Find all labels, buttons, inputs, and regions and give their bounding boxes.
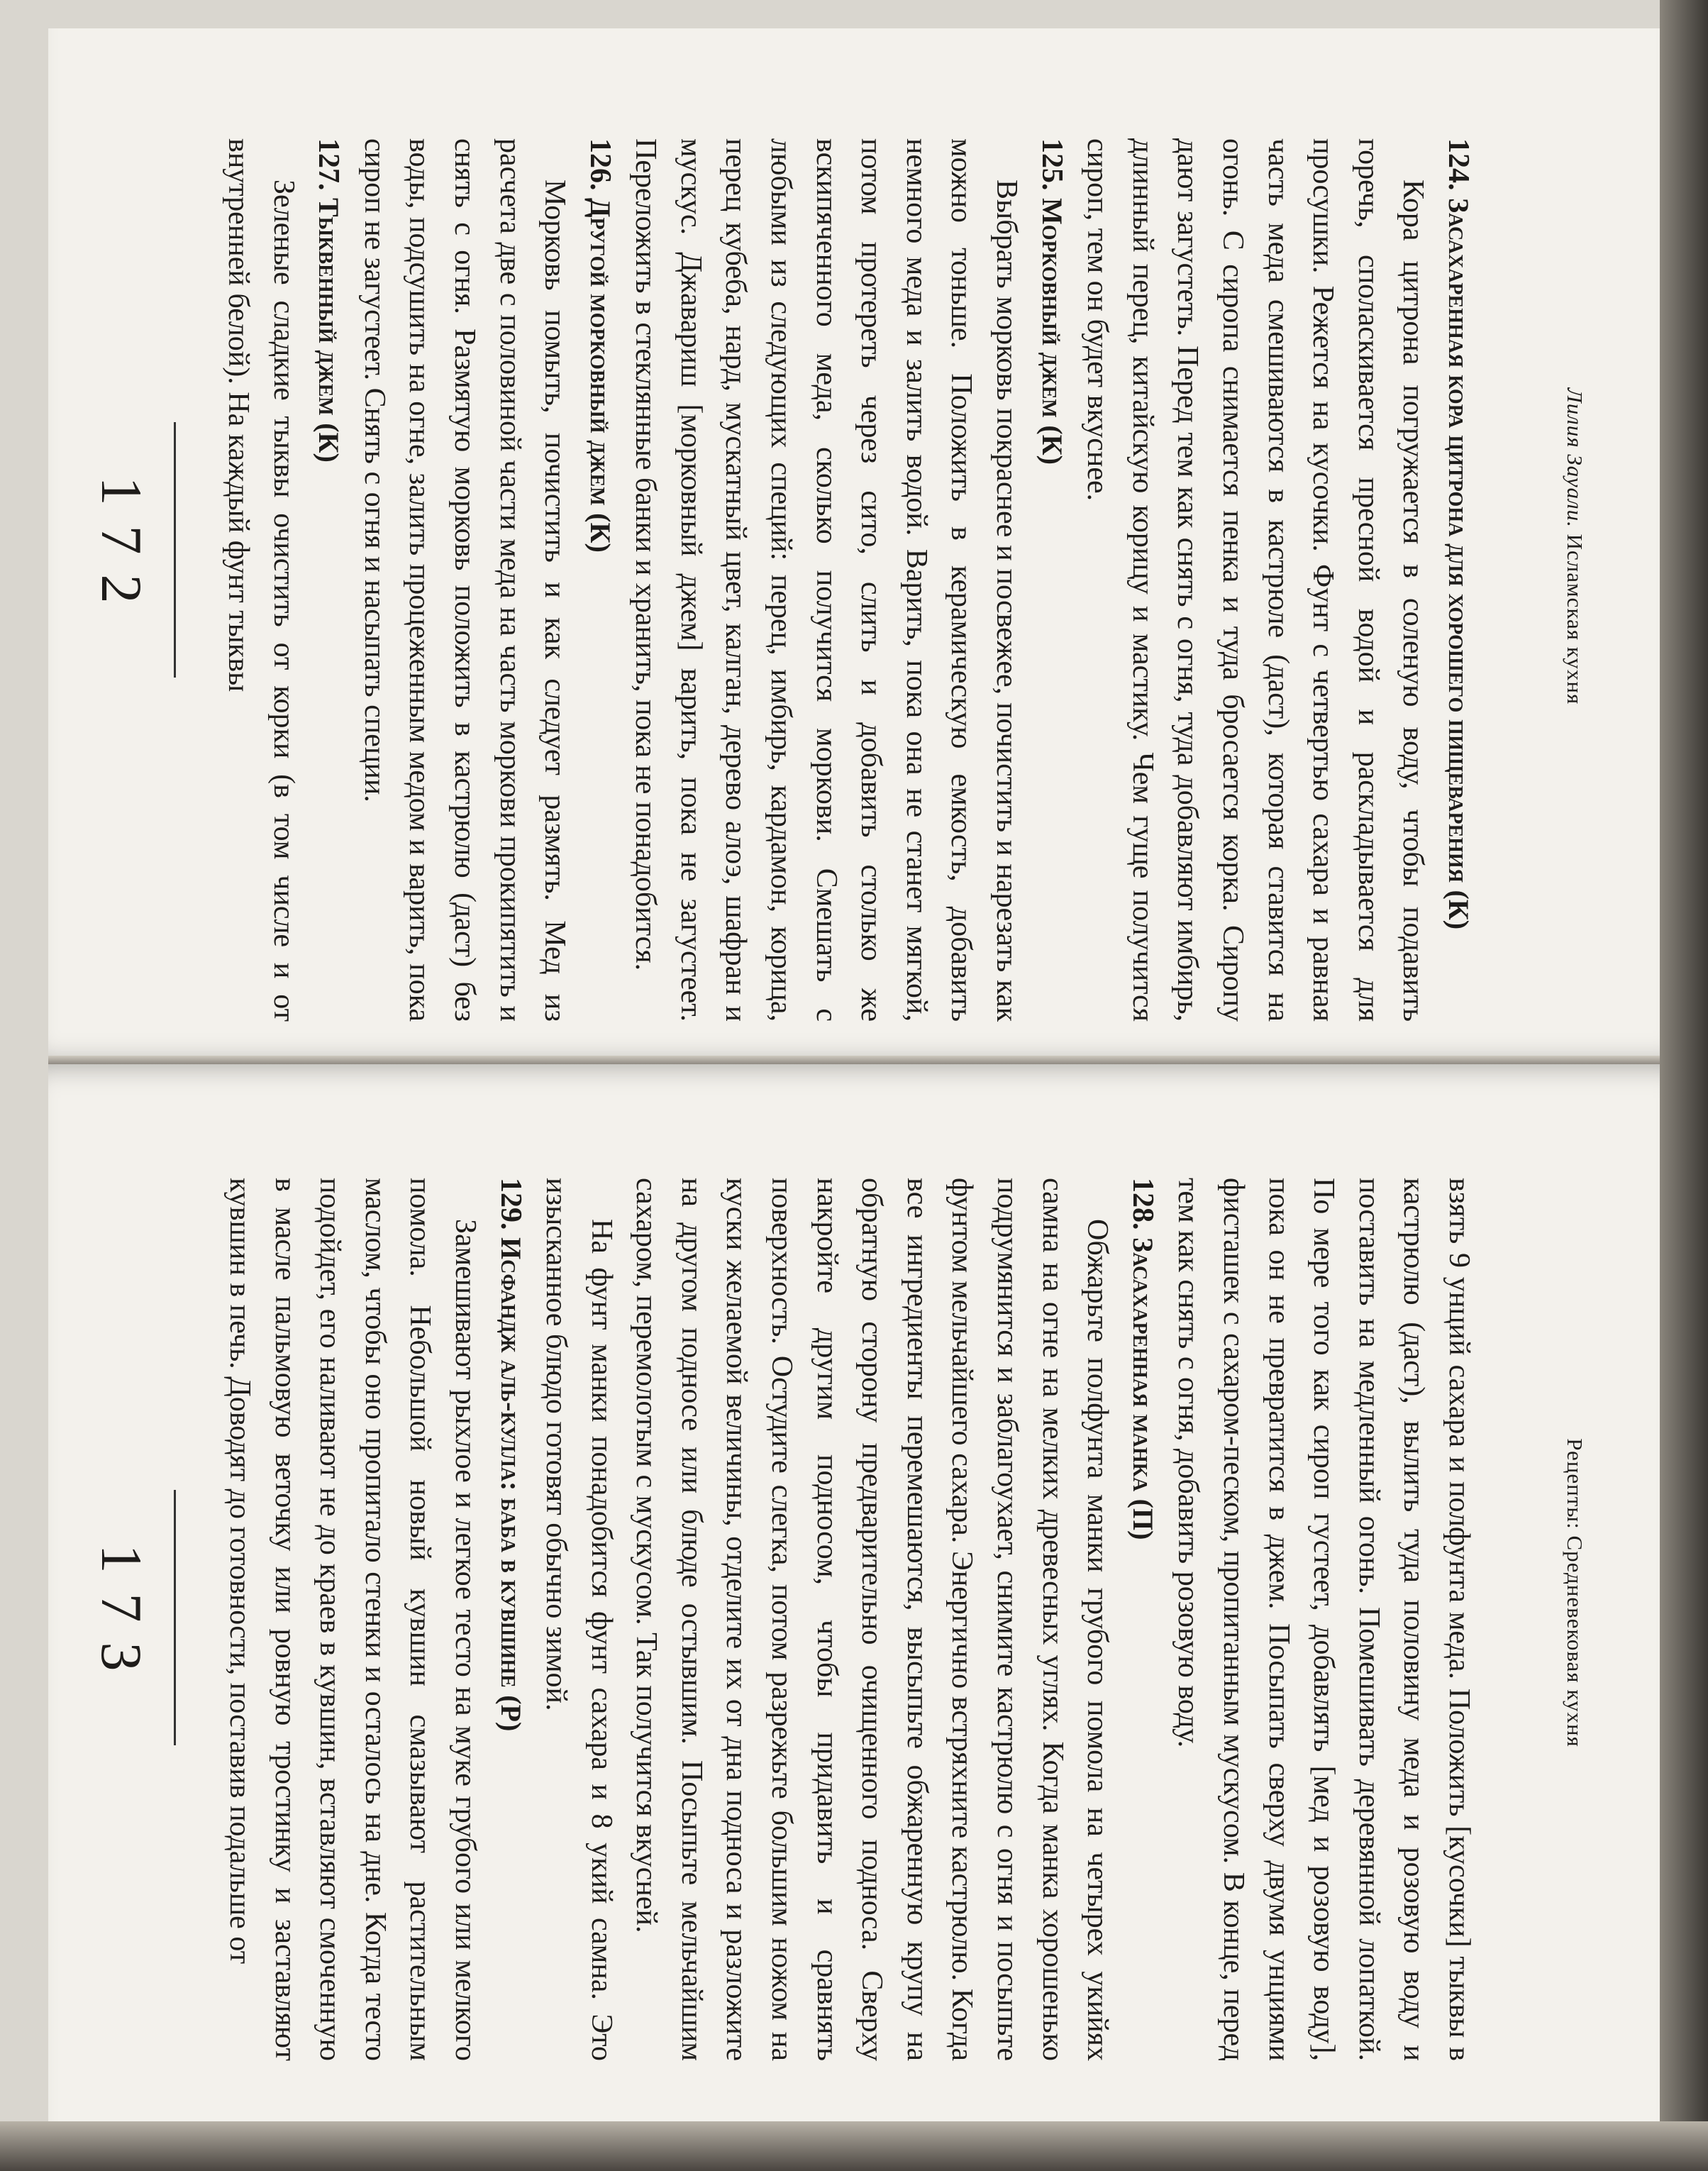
- recipe-paragraph: Морковь помыть, почистить и как следует размять. Мед из расчета две с половиной части меда на часть моркови прокипятить и снять с огня. Размятую морковь положить в кастрюлю (даст) без воды, подсушить на огне, залить процеженным медом и варить, пока сироп не загустеет. Снять с огня и насыпать специи.: [357, 138, 572, 1022]
- recipe-heading: [1435, 138, 1481, 1022]
- recipe-number: 127.: [312, 138, 345, 191]
- recipe-heading: [577, 138, 623, 1022]
- running-head-author: Лилия Зауали.: [1563, 387, 1587, 528]
- running-head-title: Исламская кухня: [1563, 534, 1587, 705]
- recipe-number: 124.: [1442, 138, 1475, 191]
- recipe-source-mark: (К): [313, 423, 345, 463]
- right-page: [48, 1064, 1665, 2121]
- recipe-heading: [1028, 138, 1075, 1022]
- left-folio-rule: [174, 422, 176, 678]
- left-page: [48, 28, 1665, 1064]
- left-text-block: [215, 138, 1481, 1022]
- right-page-number: 173: [89, 1544, 154, 1691]
- recipe-title: Морковный джем: [1036, 198, 1068, 418]
- recipe-heading: [1119, 1178, 1165, 2061]
- recipe-source-mark: (К): [1036, 425, 1068, 465]
- right-running-head: Рецепты: Средневековая кухня: [1563, 1438, 1587, 1747]
- recipe-title: Другой морковный джем: [584, 198, 616, 506]
- recipe-title: Тыквенный джем: [313, 198, 345, 416]
- recipe-paragraph: На фунт манки понадобится фунт сахара и 8 укий самна. Это изысканное блюдо готовят обычно зимой.: [540, 1178, 618, 2061]
- recipe-source-mark: (К): [584, 513, 616, 553]
- recipe-title: Засахаренная манка: [1126, 1237, 1159, 1492]
- recipe-source-mark: (К): [1443, 890, 1475, 930]
- recipe-paragraph: Зеленые сладкие тыквы очистить от корки (в том числе и от внутренней белой). На каждый фунт тыквы: [221, 138, 300, 1022]
- recipe-paragraph: взять 9 унций сахара и полфунта меда. Положить [кусочки] тыквы в кастрюлю (даст), вылить туда половину меда и розовую воду и поставить на медленный огонь. Помешивать деревянной лопаткой. По мере того как сироп густеет, добавлять [мед и розовую воду], пока он не превратится в джем. Посыпать сверху двумя унциями фисташек с сахаром-песком, пропитанным мускусом. В конце, перед тем как снять с огня, добавить розовую воду.: [1172, 1178, 1475, 2061]
- recipe-number: 129.: [494, 1178, 527, 1230]
- scanner-edge-right: [1660, 0, 1708, 2171]
- recipe-title: Исфандж аль-кулла: баба в кувшине: [494, 1237, 527, 1688]
- recipe-title: Засахаренная кора цитрона для хорошего пищеварения: [1443, 198, 1475, 883]
- recipe-number: 128.: [1126, 1178, 1159, 1230]
- left-running-head: [1562, 28, 1587, 1064]
- recipe-paragraph: Обжарьте полфунта манки грубого помола на четырех укийях самна на огне на мелких древесных углях. Когда манка хорошенько подрумянится и заблагоухает, снимите кастрюлю с огня и посыпьте фунтом мельчайшего сахара. Энергично встряхните кастрюлю. Когда все ингредиенты перемешаются, высыпьте обжаренную крупу на обратную сторону предварительно очищенного подноса. Сверху накройте другим подносом, чтобы придавить и сравнять поверхность. Остудите слегка, потом разрежьте большим ножом на куски желаемой величины, отделите их от дна подноса и разложите на другом подносе или блюде остывшим. Посыпьте мельчайшим сахаром, перемолотым с мускусом. Так получится вкусней.: [630, 1178, 1114, 2061]
- recipe-paragraph: Выбрать морковь покраснее и посвежее, почистить и нарезать как можно тоньше. Положить в керамическую емкость, добавить немного меда и залить водой. Варить, пока она не станет мягкой, потом протереть через сито, слить и добавить столько же вскипяченного меда, сколько получится моркови. Смешать с любыми из следующих специй: перец, имбирь, кардамон, корица, перец кубеба, нард, мускатный цвет, калган, дерево алоэ, шафран и мускус. Джавариш [морковный джем] варить, пока не загустеет. Переложить в стеклянные банки и хранить, пока не понадобится.: [629, 138, 1024, 1022]
- recipe-paragraph: Замешивают рыхлое и легкое тесто на муке грубого или мелкого помола. Небольшой новый кувшин смазывают растительным маслом, чтобы оно пропитало стенки и осталось на дне. Когда тесто подойдет, его наливают не до краев в кувшин, вставляют смоченную в масле пальмовую веточку или ровную тростинку и заставляют кувшин в печь. Доводят до готовности, поставив подальше от: [223, 1178, 482, 2061]
- recipe-heading: [487, 1178, 533, 2061]
- recipe-heading: [306, 138, 352, 1022]
- recipe-paragraph: Кора цитрона погружается в соленую воду, чтобы подавить горечь, споласкивается пресной водой и раскладывается для просушки. Режется на кусочки. Фунт с четвертью сахара и равная часть меда смешиваются в кастрюле (даст), которая ставится на огонь. С сиропа снимается пенка и туда бросается корка. Сиропу дают загустеть. Перед тем как снять с огня, туда добавляют имбирь, длинный перец, китайскую корицу и мастику. Чем гуще получится сироп, тем он будет вкуснее.: [1081, 138, 1430, 1022]
- recipe-source-mark: (П): [1126, 1498, 1159, 1540]
- right-text-block: [216, 1178, 1481, 2061]
- recipe-source-mark: (Р): [494, 1695, 527, 1732]
- right-folio-rule: [174, 1490, 176, 1745]
- recipe-number: 126.: [583, 138, 616, 191]
- left-page-number: 172: [89, 476, 154, 624]
- recipe-number: 125.: [1035, 138, 1068, 191]
- scanner-edge-bottom: [0, 2121, 1708, 2171]
